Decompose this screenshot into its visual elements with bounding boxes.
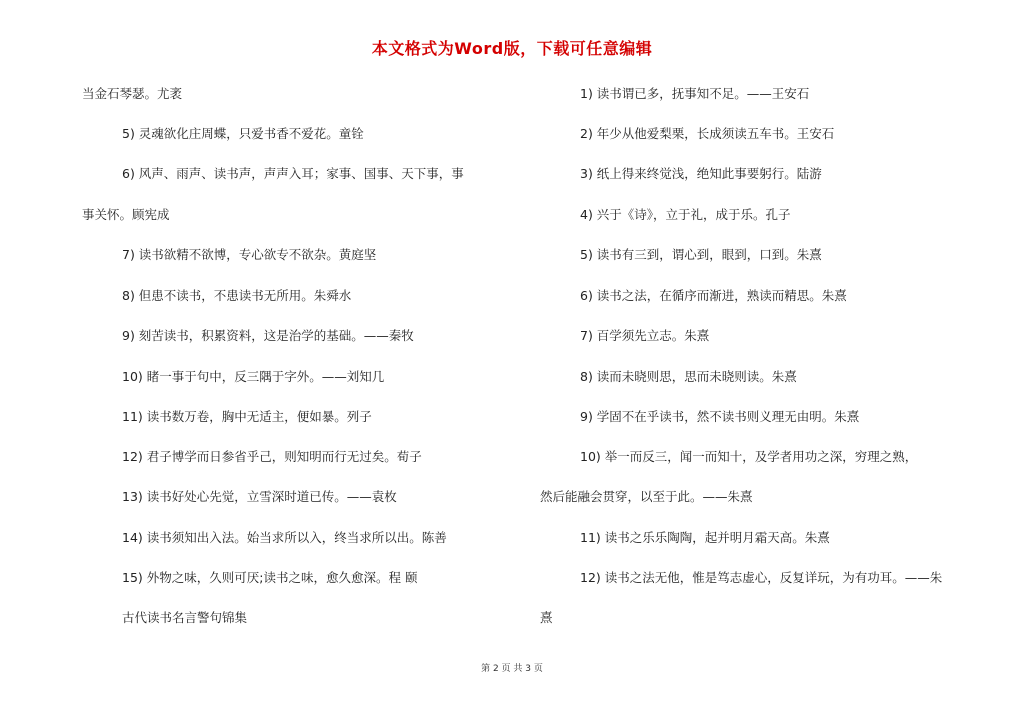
right-line-6: 6) 读书之法，在循序而渐进，熟读而精思。朱熹 (580, 288, 847, 303)
right-line-14: 熹 (540, 610, 553, 625)
left-line-11: 13) 读书好处心先觉，立雪深时道已传。——袁枚 (122, 489, 397, 504)
left-line-12: 14) 读书须知出入法。始当求所以入，终当求所以出。陈善 (122, 530, 447, 545)
left-line-1: 当金石琴瑟。尤袤 (82, 86, 183, 101)
right-line-3: 3) 纸上得来终觉浅，绝知此事要躬行。陆游 (580, 166, 822, 181)
right-line-7: 7) 百学须先立志。朱熹 (580, 328, 710, 343)
left-line-14: 古代读书名言警句锦集 (122, 610, 248, 625)
left-line-7: 9) 刻苦读书，积累资料，这是治学的基础。——秦牧 (122, 328, 414, 343)
left-line-2: 5) 灵魂欲化庄周蝶，只爱书香不爱花。童铨 (122, 126, 364, 141)
right-line-4: 4) 兴于《诗》，立于礼，成于乐。孔子 (580, 207, 791, 222)
right-line-2: 2) 年少从他爱梨栗，长成须读五车书。王安石 (580, 126, 835, 141)
right-line-8: 8) 读而未晓则思，思而未晓则读。朱熹 (580, 369, 797, 384)
left-line-3: 6) 风声、雨声、读书声，声声入耳；家事、国事、天下事，事 (122, 166, 464, 181)
left-line-13: 15) 外物之味，久则可厌;读书之味，愈久愈深。程 颐 (122, 570, 418, 585)
right-line-10: 10) 举一而反三，闻一而知十，及学者用功之深，穷理之熟， (580, 449, 918, 464)
left-line-5: 7) 读书欲精不欲博，专心欲专不欲杂。黄庭坚 (122, 247, 377, 262)
left-line-8: 10) 睹一事于句中，反三隅于字外。——刘知几 (122, 369, 385, 384)
right-line-9: 9) 学固不在乎读书，然不读书则义理无由明。朱熹 (580, 409, 860, 424)
document-header-title: 本文格式为Word版，下载可任意编辑 (371, 39, 653, 58)
right-line-1: 1) 读书谓已多，抚事知不足。——王安石 (580, 86, 810, 101)
right-line-11: 然后能融会贯穿，以至于此。——朱熹 (540, 489, 753, 504)
left-line-6: 8) 但患不读书，不患读书无所用。朱舜水 (122, 288, 352, 303)
right-line-13: 12) 读书之法无他，惟是笃志虚心，反复详玩，为有功耳。——朱 (580, 570, 943, 585)
right-line-12: 11) 读书之乐乐陶陶，起并明月霜天高。朱熹 (580, 530, 830, 545)
right-line-5: 5) 读书有三到，谓心到，眼到，口到。朱熹 (580, 247, 822, 262)
left-line-4: 事关怀。顾宪成 (82, 207, 170, 222)
left-line-10: 12) 君子博学而日参省乎己，则知明而行无过矣。荀子 (122, 449, 422, 464)
page-number-footer: 第 2 页 共 3 页 (481, 664, 543, 674)
left-line-9: 11) 读书数万卷，胸中无适主，便如暴。列子 (122, 409, 372, 424)
